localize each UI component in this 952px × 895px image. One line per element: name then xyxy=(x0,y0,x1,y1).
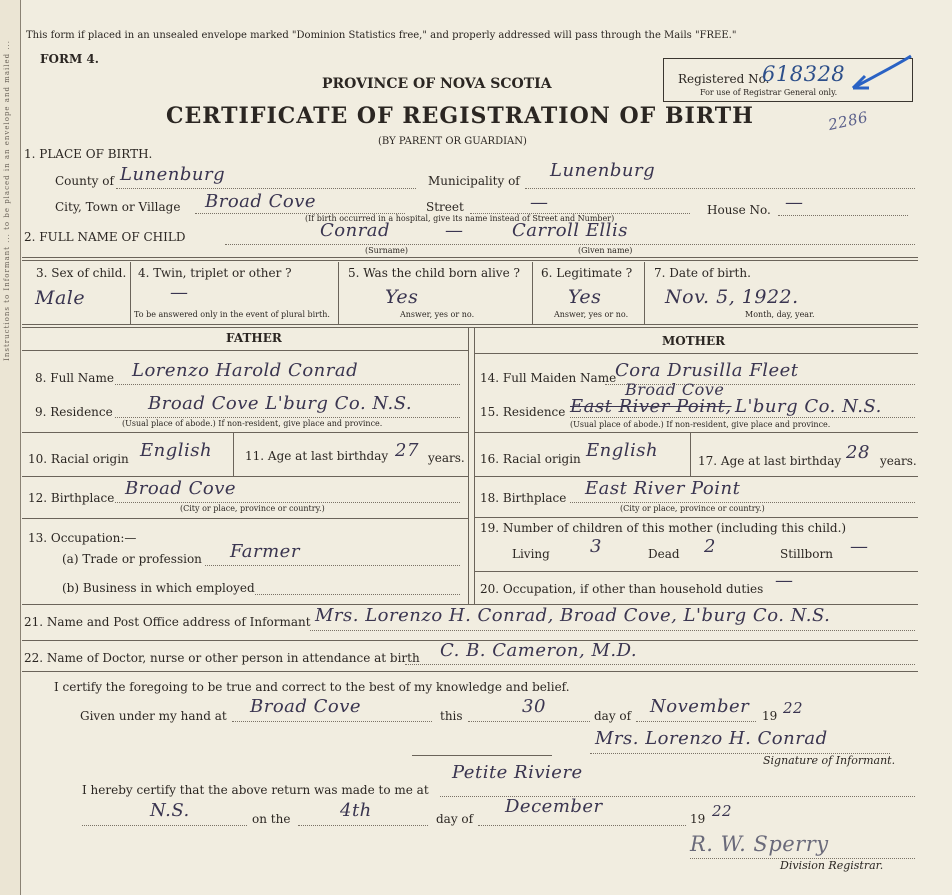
registrar-year-prefix: 19 xyxy=(690,812,706,826)
mother-years: years. xyxy=(880,454,917,468)
municipality-value: Lunenburg xyxy=(550,160,656,181)
father-res-label: 9. Residence xyxy=(35,405,113,419)
given-year-prefix: 19 xyxy=(762,709,778,723)
doctor-value: C. B. Cameron, M.D. xyxy=(440,640,638,661)
street-value: — xyxy=(530,192,549,213)
province-title: PROVINCE OF NOVA SCOTIA xyxy=(322,76,552,92)
edge-text: Instructions to Informant ... to be placed in an envelope and mailed ... xyxy=(3,40,11,361)
registered-label: Registered No. xyxy=(678,72,770,86)
municipality-label: Municipality of xyxy=(428,174,520,188)
father-racial-value: English xyxy=(140,440,213,461)
child-surname: Conrad xyxy=(320,220,391,241)
dayof-label: day of xyxy=(594,709,632,723)
city-value: Broad Cove xyxy=(205,191,317,212)
registrar-signature: R. W. Sperry xyxy=(690,832,829,856)
sex-value: Male xyxy=(35,287,86,309)
father-res-value: Broad Cove L'burg Co. N.S. xyxy=(148,393,413,414)
mother-racial-label: 16. Racial origin xyxy=(480,452,581,466)
informant-value: Mrs. Lorenzo H. Conrad, Broad Cove, L'burg Co. N.S. xyxy=(315,605,831,626)
father-age-value: 27 xyxy=(395,440,419,461)
this-label: this xyxy=(440,709,463,723)
twin-note: To be answered only in the event of plural birth. xyxy=(134,310,330,319)
child-name-heading: 2. FULL NAME OF CHILD xyxy=(24,230,186,244)
informant-signature: Mrs. Lorenzo H. Conrad xyxy=(595,728,828,749)
registrar-province: N.S. xyxy=(150,800,190,821)
mother-birthplace-value: East River Point xyxy=(585,478,741,499)
given-label: Given under my hand at xyxy=(80,709,227,723)
registered-sub: For use of Registrar General only. xyxy=(700,88,838,97)
father-racial-label: 10. Racial origin xyxy=(28,452,129,466)
mother-birthplace-label: 18. Birthplace xyxy=(480,491,567,505)
father-years: years. xyxy=(428,451,465,465)
mother-occ-label: 20. Occupation, if other than household duties xyxy=(480,582,764,596)
binding-edge xyxy=(0,0,21,895)
page-subtitle: (BY PARENT OR GUARDIAN) xyxy=(378,136,527,147)
child-given-name: Carroll Ellis xyxy=(512,220,628,241)
father-res-note: (Usual place of abode.) If non-resident, give place and province. xyxy=(122,419,383,428)
father-name-value: Lorenzo Harold Conrad xyxy=(132,360,359,381)
father-birthplace-value: Broad Cove xyxy=(125,478,237,499)
blue-check-mark xyxy=(835,52,915,98)
registrar-month: December xyxy=(505,796,603,817)
surname-note: (Surname) xyxy=(365,246,408,255)
father-birthplace-label: 12. Birthplace xyxy=(28,491,115,505)
dead-value: 2 xyxy=(704,536,716,557)
mother-age-value: 28 xyxy=(846,442,870,463)
given-note: (Given name) xyxy=(578,246,633,255)
children-label: 19. Number of children of this mother (including this child.) xyxy=(480,521,847,535)
on-label: on the xyxy=(252,812,291,826)
mother-res-label: 15. Residence xyxy=(480,405,566,419)
alive-label: 5. Was the child born alive ? xyxy=(348,266,520,280)
mother-name-value: Cora Drusilla Fleet xyxy=(615,360,799,381)
twin-value: — xyxy=(170,282,189,303)
alive-value: Yes xyxy=(385,286,419,308)
city-label: City, Town or Village xyxy=(55,200,181,214)
registrar-label: Division Registrar. xyxy=(780,859,884,872)
legit-value: Yes xyxy=(568,286,602,308)
sex-label: 3. Sex of child. xyxy=(36,266,127,280)
business-label: (b) Business in which employed xyxy=(62,581,255,595)
page-title: CERTIFICATE OF REGISTRATION OF BIRTH xyxy=(166,103,754,129)
stamp-number: 2286 xyxy=(826,108,870,134)
dob-value: Nov. 5, 1922. xyxy=(665,286,799,308)
informant-label: 21. Name and Post Office address of Informant xyxy=(24,615,311,629)
form-number: FORM 4. xyxy=(40,52,99,66)
house-value: — xyxy=(785,192,804,213)
registrar-day: 4th xyxy=(340,800,372,821)
hospital-note: (If birth occurred in a hospital, give its name instead of Street and Number) xyxy=(305,214,615,223)
given-year: 22 xyxy=(783,699,804,717)
mother-age-label: 17. Age at last birthday xyxy=(698,454,842,468)
mother-name-label: 14. Full Maiden Name xyxy=(480,371,617,385)
living-value: 3 xyxy=(590,536,602,557)
registered-number: 618328 xyxy=(762,62,846,86)
house-label: House No. xyxy=(707,203,771,217)
mother-res-value: L'burg Co. N.S. xyxy=(735,396,882,417)
dob-label: 7. Date of birth. xyxy=(654,266,751,280)
given-month: November xyxy=(650,696,750,717)
legit-label: 6. Legitimate ? xyxy=(541,266,633,280)
certify-line: I certify the foregoing to be true and correct to the best of my knowledge and belief. xyxy=(54,680,570,694)
father-bp-note: (City or place, province or country.) xyxy=(180,504,325,513)
given-place: Broad Cove xyxy=(250,696,362,717)
mother-occ-value: — xyxy=(775,570,794,591)
place-heading: 1. PLACE OF BIRTH. xyxy=(24,147,153,161)
stillborn-label: Stillborn xyxy=(780,547,833,561)
doctor-label: 22. Name of Doctor, nurse or other person in attendance at birth xyxy=(24,651,420,665)
father-name-label: 8. Full Name xyxy=(35,371,114,385)
registrar-dayof-label: day of xyxy=(436,812,474,826)
twin-label: 4. Twin, triplet or other ? xyxy=(138,266,292,280)
mother-res-note: (Usual place of abode.) If non-resident, give place and province. xyxy=(570,420,831,429)
stillborn-value: — xyxy=(850,536,869,557)
father-heading: FATHER xyxy=(226,331,282,345)
legit-note: Answer, yes or no. xyxy=(554,310,629,319)
given-day: 30 xyxy=(522,696,546,717)
mother-bp-note: (City or place, province or country.) xyxy=(620,504,765,513)
registrar-year: 22 xyxy=(712,802,733,820)
mail-note: This form if placed in an unsealed envelope marked "Dominion Statistics free," and properly addressed will pass through the Mails "FREE." xyxy=(26,30,737,41)
trade-value: Farmer xyxy=(230,541,300,562)
mother-res-struck: East River Point, xyxy=(570,396,732,417)
mother-racial-value: English xyxy=(586,440,659,461)
dob-note: Month, day, year. xyxy=(745,310,815,319)
occupation-label: 13. Occupation:— xyxy=(28,531,137,545)
county-label: County of xyxy=(55,174,114,188)
trade-label: (a) Trade or profession xyxy=(62,552,202,566)
mother-res-correction: Broad Cove xyxy=(625,380,725,399)
father-age-label: 11. Age at last birthday xyxy=(245,449,389,463)
child-dash: — xyxy=(445,220,464,241)
registrar-line: I hereby certify that the above return was made to me at xyxy=(82,783,429,797)
registrar-place: Petite Riviere xyxy=(452,762,583,783)
mother-heading: MOTHER xyxy=(662,334,726,348)
county-value: Lunenburg xyxy=(120,164,226,185)
living-label: Living xyxy=(512,547,550,561)
street-label: Street xyxy=(426,200,464,214)
dead-label: Dead xyxy=(648,547,680,561)
alive-note: Answer, yes or no. xyxy=(400,310,475,319)
signature-label: Signature of Informant. xyxy=(763,754,896,767)
